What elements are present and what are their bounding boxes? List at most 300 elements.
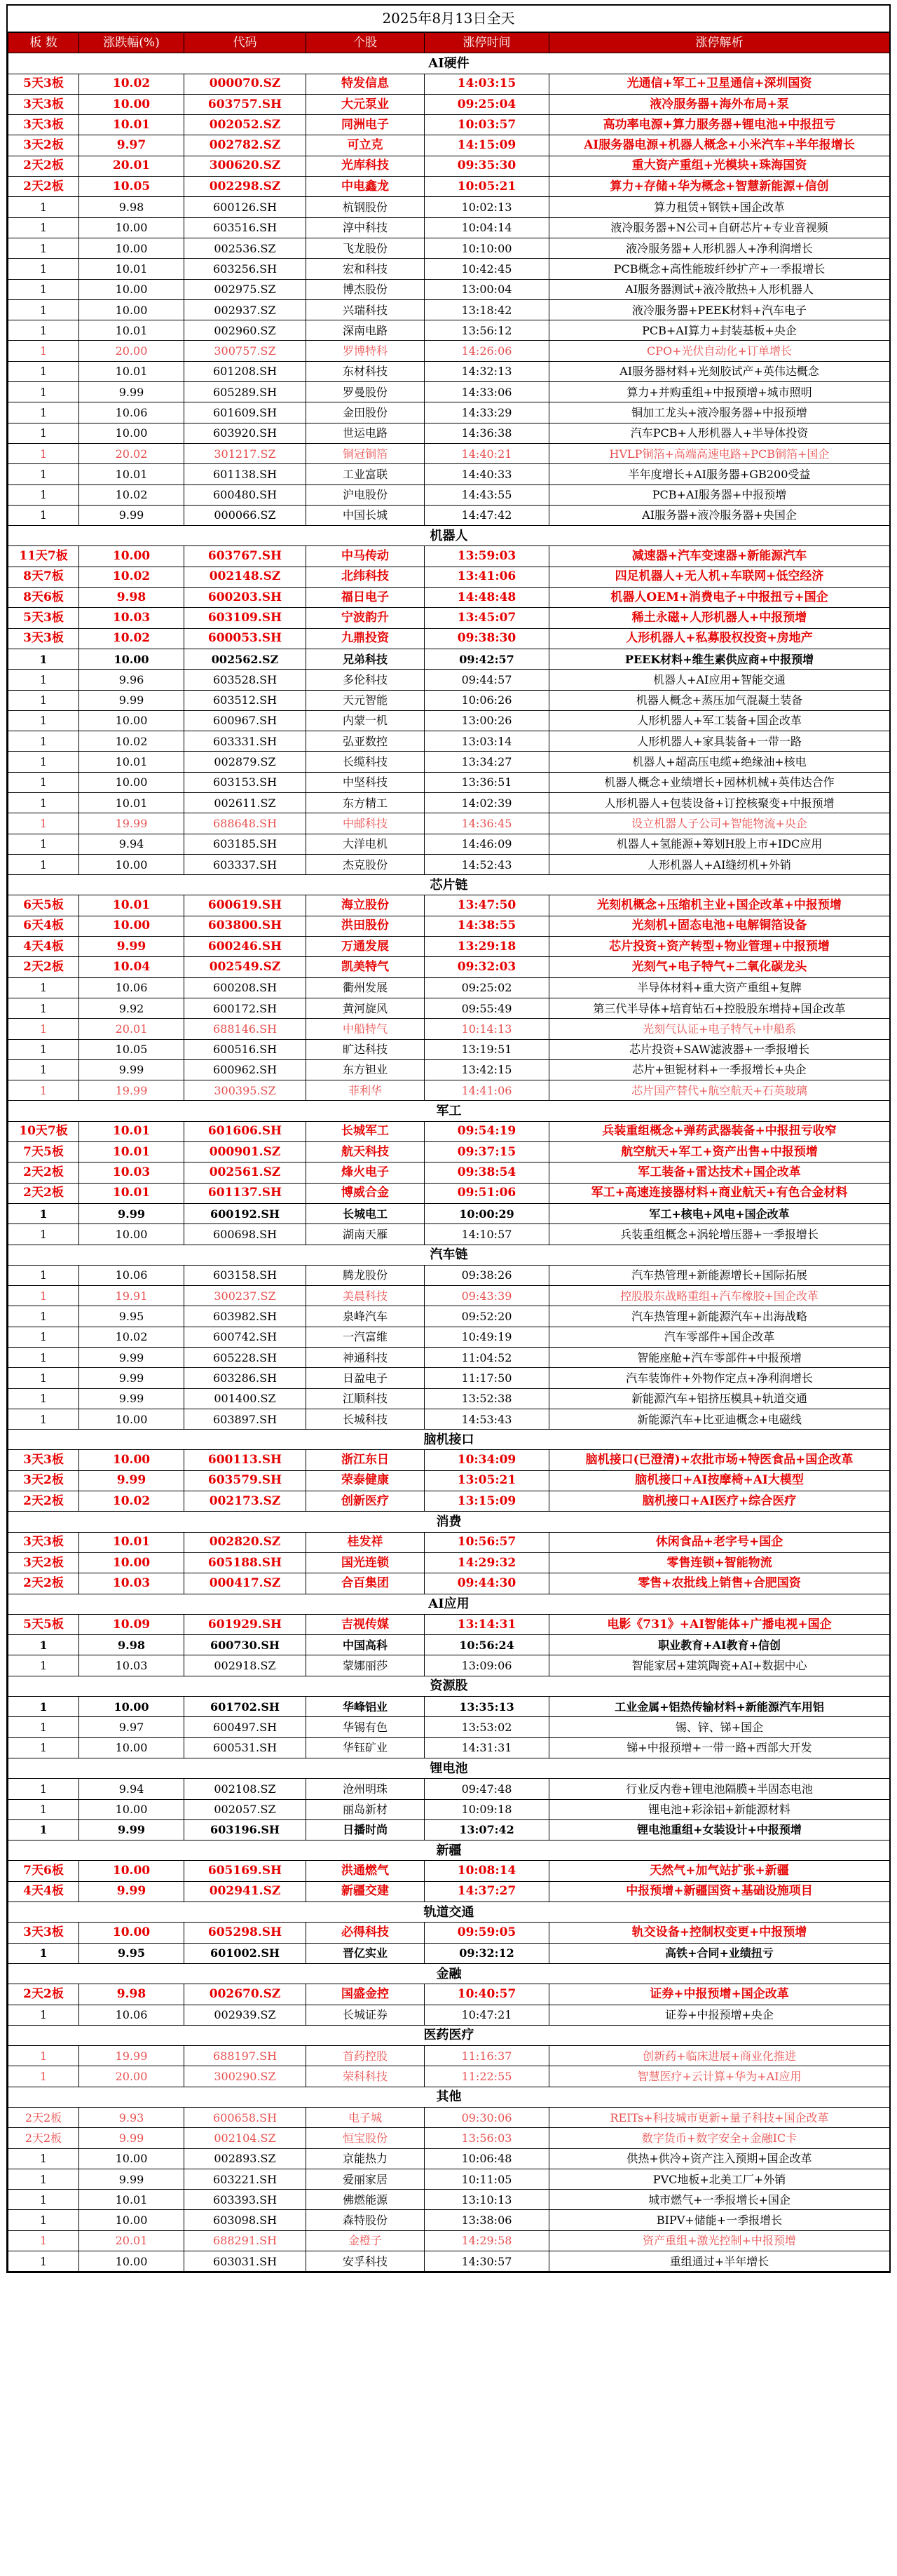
table-row — [8, 94, 890, 114]
cell-code: 002879.SZ — [184, 752, 306, 772]
cell-limit-time: 13:36:51 — [425, 772, 549, 792]
cell-code: 605228.SH — [184, 1348, 306, 1368]
cell-board-count: 2天2板 — [8, 1573, 79, 1594]
cell-change-pct: 10.03 — [79, 608, 184, 628]
cell-limit-time: 13:19:51 — [425, 1039, 549, 1059]
cell-board-count: 6天4板 — [8, 916, 79, 936]
cell-analysis: 军工装备+雷达技术+国企改革 — [549, 1162, 890, 1183]
cell-code: 600246.SH — [184, 937, 306, 957]
cell-change-pct: 10.02 — [79, 1491, 184, 1512]
cell-board-count: 2天2板 — [8, 156, 79, 176]
cell-change-pct: 10.01 — [79, 361, 184, 381]
table-row — [8, 690, 890, 710]
table-row — [8, 341, 890, 361]
cell-code: 002893.SZ — [184, 2148, 306, 2169]
table-row — [8, 1142, 890, 1162]
cell-board-count: 1 — [8, 792, 79, 813]
cell-code: 300237.SZ — [184, 1286, 306, 1306]
table-row — [8, 1183, 890, 1203]
cell-stock-name: 安孚科技 — [306, 2251, 425, 2272]
table-row — [8, 2107, 890, 2127]
cell-stock-name: 新疆交建 — [306, 1881, 425, 1902]
cell-change-pct: 10.01 — [79, 259, 184, 279]
table-row — [8, 608, 890, 628]
cell-board-count: 2天2板 — [8, 2107, 79, 2127]
table-row — [8, 1881, 890, 1902]
section-title: 医药医疗 — [8, 2025, 890, 2045]
cell-board-count: 1 — [8, 1368, 79, 1388]
cell-code: 603767.SH — [184, 546, 306, 567]
cell-board-count: 1 — [8, 484, 79, 505]
cell-board-count: 1 — [8, 1943, 79, 1963]
cell-limit-time: 10:42:45 — [425, 259, 549, 279]
cell-stock-name: 洪田股份 — [306, 916, 425, 936]
cell-limit-time: 13:56:12 — [425, 320, 549, 341]
cell-analysis: 锡、锌、锑+国企 — [549, 1717, 890, 1737]
cell-limit-time: 09:44:30 — [425, 1573, 549, 1594]
cell-limit-time: 13:29:18 — [425, 937, 549, 957]
cell-stock-name: 丽岛新材 — [306, 1799, 425, 1819]
cell-stock-name: 浙江东日 — [306, 1450, 425, 1470]
cell-board-count: 1 — [8, 2251, 79, 2272]
cell-stock-name: 特发信息 — [306, 74, 425, 94]
cell-code: 002173.SZ — [184, 1491, 306, 1512]
cell-code: 605188.SH — [184, 1552, 306, 1573]
header-limit-time: 涨停时间 — [425, 33, 549, 53]
cell-board-count: 2天2板 — [8, 1183, 79, 1203]
cell-code: 603109.SH — [184, 608, 306, 628]
cell-stock-name: 衢州发展 — [306, 977, 425, 998]
cell-stock-name: 江顺科技 — [306, 1388, 425, 1409]
cell-analysis: 工业金属+铝热传输材料+新能源汽车用铝 — [549, 1697, 890, 1717]
cell-analysis: 证券+中报预增+央企 — [549, 2005, 890, 2025]
table-row — [8, 1614, 890, 1634]
cell-change-pct: 10.01 — [79, 115, 184, 135]
cell-change-pct: 10.00 — [79, 299, 184, 320]
cell-analysis: 证券+中报预增+国企改革 — [549, 1984, 890, 2005]
cell-code: 600208.SH — [184, 977, 306, 998]
cell-change-pct: 10.01 — [79, 1532, 184, 1552]
cell-analysis: 芯片国产替代+航空航天+石英玻璃 — [549, 1080, 890, 1101]
cell-analysis: 脑机接口+AI医疗+综合医疗 — [549, 1491, 890, 1512]
cell-change-pct: 10.05 — [79, 177, 184, 197]
table-row — [8, 197, 890, 217]
cell-analysis: 锂电池重组+女装设计+中报预增 — [549, 1819, 890, 1840]
cell-change-pct: 19.99 — [79, 813, 184, 834]
table-row — [8, 1491, 890, 1512]
table-row — [8, 998, 890, 1018]
cell-stock-name: 东材科技 — [306, 361, 425, 381]
cell-board-count: 1 — [8, 1203, 79, 1223]
cell-limit-time: 11:04:52 — [425, 1348, 549, 1368]
table-row — [8, 895, 890, 916]
cell-code: 603286.SH — [184, 1368, 306, 1388]
table-row — [8, 1573, 890, 1594]
cell-analysis: PCB+AI服务器+中报预增 — [549, 484, 890, 505]
cell-stock-name: 金橙子 — [306, 2230, 425, 2251]
cell-analysis: 减速器+汽车变速器+新能源汽车 — [549, 546, 890, 567]
cell-limit-time: 10:00:29 — [425, 1203, 549, 1223]
cell-board-count: 1 — [8, 1039, 79, 1059]
cell-code: 600962.SH — [184, 1059, 306, 1080]
cell-stock-name: 烽火电子 — [306, 1162, 425, 1183]
cell-stock-name: 中马传动 — [306, 546, 425, 567]
cell-stock-name: 光库科技 — [306, 156, 425, 176]
cell-stock-name: 沧州明珠 — [306, 1779, 425, 1799]
cell-analysis: 机器人OEM+消费电子+中报扭亏+国企 — [549, 588, 890, 608]
cell-stock-name: 兄弟科技 — [306, 649, 425, 669]
cell-limit-time: 13:00:04 — [425, 279, 549, 299]
cell-analysis: 光刻气认证+电子特气+中船系 — [549, 1019, 890, 1039]
cell-analysis: 零售连锁+智能物流 — [549, 1552, 890, 1573]
cell-board-count: 3天2板 — [8, 1470, 79, 1491]
cell-limit-time: 14:36:38 — [425, 423, 549, 443]
section-title: 轨道交通 — [8, 1902, 890, 1923]
cell-board-count: 1 — [8, 1224, 79, 1245]
table-row — [8, 1737, 890, 1758]
cell-change-pct: 10.01 — [79, 464, 184, 484]
cell-limit-time: 10:10:00 — [425, 238, 549, 258]
table-row — [8, 299, 890, 320]
cell-code: 002562.SZ — [184, 649, 306, 669]
cell-analysis: 军工+高速连接器材料+商业航天+有色合金材料 — [549, 1183, 890, 1203]
cell-limit-time: 14:33:06 — [425, 382, 549, 402]
cell-limit-time: 10:03:57 — [425, 115, 549, 135]
cell-analysis: 新能源汽车+铝挤压模具+轨道交通 — [549, 1388, 890, 1409]
cell-analysis: 汽车PCB+人形机器人+半导体投资 — [549, 423, 890, 443]
cell-stock-name: 工业富联 — [306, 464, 425, 484]
cell-board-count: 4天4板 — [8, 937, 79, 957]
cell-change-pct: 10.01 — [79, 1121, 184, 1141]
cell-analysis: 算力租赁+钢铁+国企改革 — [549, 197, 890, 217]
cell-change-pct: 19.99 — [79, 2046, 184, 2066]
cell-analysis: AI服务器+液冷服务器+央国企 — [549, 505, 890, 525]
cell-analysis: 机器人+AI应用+智能交通 — [549, 670, 890, 690]
cell-stock-name: 合百集团 — [306, 1573, 425, 1594]
cell-limit-time: 13:42:15 — [425, 1059, 549, 1080]
cell-limit-time: 09:32:03 — [425, 957, 549, 977]
cell-board-count: 1 — [8, 752, 79, 772]
cell-stock-name: 中船特气 — [306, 1019, 425, 1039]
cell-analysis: 智能家居+建筑陶瓷+AI+数据中心 — [549, 1655, 890, 1676]
cell-analysis: 机器人概念+蒸压加气混凝土装备 — [549, 690, 890, 710]
cell-board-count: 1 — [8, 464, 79, 484]
table-row — [8, 2251, 890, 2272]
cell-stock-name: 北纬科技 — [306, 567, 425, 587]
table-row — [8, 177, 890, 197]
cell-code: 600698.SH — [184, 1224, 306, 1245]
cell-change-pct: 10.00 — [79, 2148, 184, 2169]
cell-board-count: 3天3板 — [8, 1923, 79, 1943]
cell-board-count: 1 — [8, 2066, 79, 2087]
cell-code: 600113.SH — [184, 1450, 306, 1470]
cell-code: 603512.SH — [184, 690, 306, 710]
cell-analysis: 人形机器人+包装设备+订控核聚变+中报预增 — [549, 792, 890, 813]
cell-change-pct: 20.01 — [79, 2230, 184, 2251]
cell-limit-time: 13:03:14 — [425, 731, 549, 752]
cell-stock-name: 菲利华 — [306, 1080, 425, 1101]
cell-limit-time: 14:52:43 — [425, 854, 549, 874]
table-row — [8, 320, 890, 341]
cell-board-count: 1 — [8, 238, 79, 258]
cell-analysis: 铜加工龙头+液冷服务器+中报预增 — [549, 402, 890, 423]
cell-code: 603098.SH — [184, 2210, 306, 2230]
cell-stock-name: 淳中科技 — [306, 217, 425, 238]
table-row — [8, 854, 890, 874]
cell-change-pct: 10.00 — [79, 1861, 184, 1881]
cell-change-pct: 10.04 — [79, 957, 184, 977]
cell-limit-time: 09:59:05 — [425, 1923, 549, 1943]
cell-board-count: 7天6板 — [8, 1861, 79, 1881]
cell-code: 002561.SZ — [184, 1162, 306, 1183]
cell-board-count: 1 — [8, 505, 79, 525]
table-row — [8, 1655, 890, 1676]
cell-board-count: 1 — [8, 649, 79, 669]
cell-limit-time: 09:38:30 — [425, 628, 549, 649]
cell-board-count: 4天4板 — [8, 1881, 79, 1902]
cell-board-count: 1 — [8, 443, 79, 463]
cell-stock-name: 湖南天雁 — [306, 1224, 425, 1245]
cell-analysis: 设立机器人子公司+智能物流+央企 — [549, 813, 890, 834]
cell-stock-name: 同洲电子 — [306, 115, 425, 135]
cell-stock-name: 黄河旋风 — [306, 998, 425, 1018]
cell-change-pct: 10.03 — [79, 1162, 184, 1183]
page-title: 2025年8月13日全天 — [8, 6, 889, 32]
cell-change-pct: 10.02 — [79, 731, 184, 752]
cell-code: 002918.SZ — [184, 1655, 306, 1676]
table-row — [8, 731, 890, 752]
cell-change-pct: 10.01 — [79, 752, 184, 772]
cell-change-pct: 9.99 — [79, 1059, 184, 1080]
cell-board-count: 3天2板 — [8, 1552, 79, 1573]
cell-limit-time: 09:47:48 — [425, 1779, 549, 1799]
cell-limit-time: 13:56:03 — [425, 2128, 549, 2148]
table-row — [8, 1697, 890, 1717]
cell-stock-name: 必得科技 — [306, 1923, 425, 1943]
cell-stock-name: 兴瑞科技 — [306, 299, 425, 320]
cell-board-count: 8天7板 — [8, 567, 79, 587]
cell-code: 600742.SH — [184, 1327, 306, 1347]
cell-stock-name: 世运电路 — [306, 423, 425, 443]
section-row — [8, 2025, 890, 2045]
cell-code: 601702.SH — [184, 1697, 306, 1717]
cell-stock-name: 森特股份 — [306, 2210, 425, 2230]
cell-code: 002104.SZ — [184, 2128, 306, 2148]
cell-board-count: 1 — [8, 2169, 79, 2189]
cell-code: 002108.SZ — [184, 1779, 306, 1799]
cell-analysis: 智慧医疗+云计算+华为+AI应用 — [549, 2066, 890, 2087]
header-board-count: 板 数 — [8, 33, 79, 53]
cell-code: 600126.SH — [184, 197, 306, 217]
cell-limit-time: 14:03:15 — [425, 74, 549, 94]
cell-code: 603337.SH — [184, 854, 306, 874]
cell-change-pct: 20.01 — [79, 156, 184, 176]
cell-change-pct: 10.01 — [79, 1142, 184, 1162]
cell-stock-name: 内蒙一机 — [306, 710, 425, 731]
section-row — [8, 1963, 890, 1984]
cell-limit-time: 14:29:58 — [425, 2230, 549, 2251]
cell-code: 600172.SH — [184, 998, 306, 1018]
cell-analysis: AI服务器测试+液冷散热+人形机器人 — [549, 279, 890, 299]
cell-change-pct: 10.00 — [79, 710, 184, 731]
cell-code: 601609.SH — [184, 402, 306, 423]
cell-change-pct: 9.99 — [79, 1368, 184, 1388]
cell-analysis: 四足机器人+无人机+车联网+低空经济 — [549, 567, 890, 587]
cell-analysis: 光刻机概念+压缩机主业+国企改革+中报预增 — [549, 895, 890, 916]
table-row — [8, 1162, 890, 1183]
table-row — [8, 2148, 890, 2169]
header-analysis: 涨停解析 — [549, 33, 890, 53]
table-row — [8, 710, 890, 731]
cell-stock-name: 长城电工 — [306, 1203, 425, 1223]
cell-code: 603897.SH — [184, 1409, 306, 1429]
cell-code: 002298.SZ — [184, 177, 306, 197]
header-code: 代码 — [184, 33, 306, 53]
cell-stock-name: 天元智能 — [306, 690, 425, 710]
table-row — [8, 1532, 890, 1552]
section-title: 汽车链 — [8, 1245, 890, 1265]
cell-analysis: 零售+农批线上销售+合肥国资 — [549, 1573, 890, 1594]
table-row — [8, 546, 890, 567]
cell-board-count: 2天2板 — [8, 2128, 79, 2148]
cell-limit-time: 13:34:27 — [425, 752, 549, 772]
cell-stock-name: 长城科技 — [306, 1409, 425, 1429]
cell-change-pct: 9.98 — [79, 588, 184, 608]
cell-change-pct: 10.01 — [79, 1183, 184, 1203]
section-row — [8, 1841, 890, 1861]
cell-limit-time: 09:25:02 — [425, 977, 549, 998]
cell-analysis: 人形机器人+军工装备+国企改革 — [549, 710, 890, 731]
table-row — [8, 834, 890, 854]
cell-code: 600192.SH — [184, 1203, 306, 1223]
cell-stock-name: 深南电路 — [306, 320, 425, 341]
cell-limit-time: 10:34:09 — [425, 1450, 549, 1470]
cell-board-count: 1 — [8, 361, 79, 381]
cell-code: 001400.SZ — [184, 1388, 306, 1409]
cell-board-count: 1 — [8, 1655, 79, 1676]
cell-analysis: 汽车热管理+新能源增长+国际拓展 — [549, 1265, 890, 1285]
cell-change-pct: 9.95 — [79, 1306, 184, 1327]
cell-change-pct: 9.99 — [79, 690, 184, 710]
cell-stock-name: 创新医疗 — [306, 1491, 425, 1512]
cell-code: 603920.SH — [184, 423, 306, 443]
table-row — [8, 813, 890, 834]
table-row — [8, 156, 890, 176]
cell-code: 002975.SZ — [184, 279, 306, 299]
cell-limit-time: 13:00:26 — [425, 710, 549, 731]
header-change-pct: 涨跌幅(%) — [79, 33, 184, 53]
cell-code: 600516.SH — [184, 1039, 306, 1059]
cell-change-pct: 9.97 — [79, 135, 184, 156]
cell-analysis: 脑机接口+AI按摩椅+AI大模型 — [549, 1470, 890, 1491]
cell-change-pct: 9.94 — [79, 1779, 184, 1799]
cell-board-count: 1 — [8, 1779, 79, 1799]
cell-board-count: 1 — [8, 2190, 79, 2210]
cell-limit-time: 10:02:13 — [425, 197, 549, 217]
cell-limit-time: 14:37:27 — [425, 1881, 549, 1902]
cell-limit-time: 13:09:06 — [425, 1655, 549, 1676]
cell-change-pct: 10.01 — [79, 792, 184, 813]
cell-change-pct: 10.02 — [79, 74, 184, 94]
header-stock: 个股 — [306, 33, 425, 53]
cell-stock-name: 福日电子 — [306, 588, 425, 608]
table-row — [8, 1388, 890, 1409]
cell-stock-name: 长城证券 — [306, 2005, 425, 2025]
cell-change-pct: 10.06 — [79, 402, 184, 423]
cell-analysis: 高铁+合同+业绩扭亏 — [549, 1943, 890, 1963]
table-row — [8, 361, 890, 381]
cell-stock-name: 博威合金 — [306, 1183, 425, 1203]
cell-limit-time: 10:49:19 — [425, 1327, 549, 1347]
section-row — [8, 1245, 890, 1265]
cell-change-pct: 10.00 — [79, 217, 184, 238]
cell-code: 603516.SH — [184, 217, 306, 238]
cell-board-count: 1 — [8, 977, 79, 998]
table-row — [8, 792, 890, 813]
section-row — [8, 875, 890, 895]
table-row — [8, 772, 890, 792]
cell-stock-name: 中国长城 — [306, 505, 425, 525]
cell-stock-name: 中邮科技 — [306, 813, 425, 834]
cell-stock-name: 东方精工 — [306, 792, 425, 813]
cell-board-count: 1 — [8, 1635, 79, 1655]
cell-stock-name: 沪电股份 — [306, 484, 425, 505]
cell-board-count: 1 — [8, 1019, 79, 1039]
cell-stock-name: 罗曼股份 — [306, 382, 425, 402]
table-row — [8, 588, 890, 608]
table-row — [8, 1470, 890, 1491]
cell-board-count: 6天5板 — [8, 895, 79, 916]
table-row — [8, 1203, 890, 1223]
cell-limit-time: 14:15:09 — [425, 135, 549, 156]
cell-stock-name: 中坚科技 — [306, 772, 425, 792]
cell-limit-time: 10:14:13 — [425, 1019, 549, 1039]
cell-change-pct: 10.02 — [79, 484, 184, 505]
table-row — [8, 1943, 890, 1963]
cell-stock-name: 宁波韵升 — [306, 608, 425, 628]
cell-code: 000066.SZ — [184, 505, 306, 525]
table-row — [8, 484, 890, 505]
cell-board-count: 2天2板 — [8, 957, 79, 977]
cell-limit-time: 11:17:50 — [425, 1368, 549, 1388]
table-row — [8, 1121, 890, 1141]
cell-code: 601137.SH — [184, 1183, 306, 1203]
table-row — [8, 649, 890, 669]
section-row — [8, 1676, 890, 1696]
cell-code: 605298.SH — [184, 1923, 306, 1943]
cell-board-count: 1 — [8, 1409, 79, 1429]
cell-board-count: 1 — [8, 2148, 79, 2169]
table-row — [8, 443, 890, 463]
cell-limit-time: 13:41:06 — [425, 567, 549, 587]
cell-stock-name: 可立克 — [306, 135, 425, 156]
cell-limit-time: 14:30:57 — [425, 2251, 549, 2272]
cell-analysis: 城市燃气+一季报增长+国企 — [549, 2190, 890, 2210]
cell-board-count: 2天2板 — [8, 1491, 79, 1512]
cell-analysis: 人形机器人+AI缝纫机+外销 — [549, 854, 890, 874]
cell-analysis: 锑+中报预增+一带一路+西部大开发 — [549, 1737, 890, 1758]
cell-code: 301217.SZ — [184, 443, 306, 463]
cell-stock-name: 罗博特科 — [306, 341, 425, 361]
cell-analysis: 新能源汽车+比亚迪概念+电磁线 — [549, 1409, 890, 1429]
cell-change-pct: 9.97 — [79, 1717, 184, 1737]
cell-limit-time: 09:38:54 — [425, 1162, 549, 1183]
cell-stock-name: 金田股份 — [306, 402, 425, 423]
cell-analysis: 军工+核电+风电+国企改革 — [549, 1203, 890, 1223]
section-title: 芯片链 — [8, 875, 890, 895]
table-row — [8, 217, 890, 238]
cell-board-count: 3天2板 — [8, 135, 79, 156]
